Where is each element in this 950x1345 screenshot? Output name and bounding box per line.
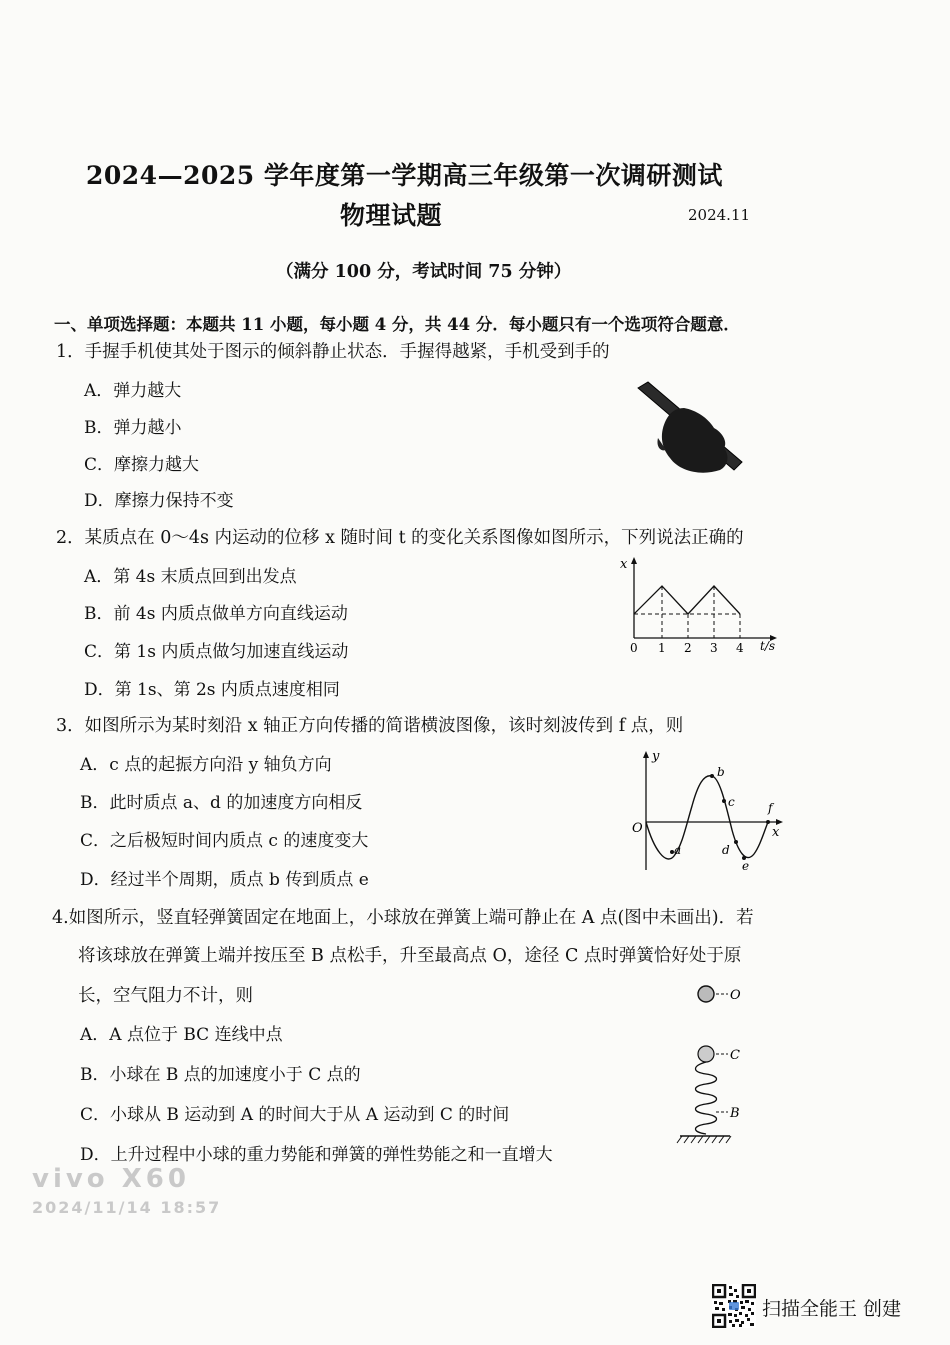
question-4-option-c: C．小球从 B 运动到 A 的时间大于从 A 运动到 C 的时间: [80, 1105, 510, 1125]
question-3-option-a: A．c 点的起振方向沿 y 轴负方向: [80, 755, 332, 775]
xt-tick-3: 3: [710, 641, 718, 655]
wave-origin-label: O: [632, 821, 643, 836]
exam-date: 2024.11: [688, 206, 751, 224]
question-1-option-c: C．摩擦力越大: [84, 455, 200, 475]
xt-tick-2: 2: [684, 641, 692, 655]
xt-x-label: t/s: [760, 639, 776, 653]
label-o: O: [730, 988, 741, 1003]
question-2-option-d: D．第 1s、第 2s 内质点速度相同: [84, 680, 340, 700]
question-4-option-b: B．小球在 B 点的加速度小于 C 点的: [80, 1065, 361, 1085]
question-4-stem-line-2: 将该球放在弹簧上端并按压至 B 点松手，升至最高点 O，途径 C 点时弹簧恰好处于原: [78, 946, 742, 966]
label-b: B: [730, 1106, 740, 1121]
question-2-option-a: A．第 4s 末质点回到出发点: [84, 567, 297, 587]
wave-label-a: a: [674, 843, 682, 857]
question-1-option-d: D．摩擦力保持不变: [84, 491, 234, 511]
wave-label-c: c: [728, 795, 735, 809]
question-4-option-d: D．上升过程中小球的重力势能和弹簧的弹性势能之和一直增大: [80, 1145, 553, 1165]
wave-x-label: x: [772, 825, 780, 840]
question-1-stem: 1．手握手机使其处于图示的倾斜静止状态．手握得越紧，手机受到手的: [56, 342, 610, 362]
xt-tick-0: 0: [630, 641, 638, 655]
xt-curve: [634, 586, 740, 614]
camera-watermark-brand: vivo X60: [32, 1164, 190, 1194]
question-3-option-b: B．此时质点 a、d 的加速度方向相反: [80, 793, 363, 813]
wave-label-d: d: [722, 843, 730, 857]
section-heading: 一、单项选择题：本题共 11 小题，每小题 4 分，共 44 分．每小题只有一个选项符合题意．: [54, 315, 740, 334]
scanner-credit: 扫描全能王 创建: [762, 1298, 902, 1320]
hand-phone-figure: [630, 380, 750, 480]
hand-shape: [662, 408, 728, 473]
wave-point-b: [710, 774, 714, 778]
question-3-option-d: D．经过半个周期，质点 b 传到质点 e: [80, 870, 369, 890]
wave-y-arrow: [643, 751, 649, 758]
spring-ball-figure: [670, 980, 780, 1150]
wave-label-f: f: [768, 801, 773, 815]
xt-y-arrow: [631, 557, 637, 564]
camera-watermark-time: 2024/11/14 18:57: [32, 1198, 222, 1217]
xt-graph-figure: [612, 552, 792, 657]
wave-label-b: b: [717, 765, 725, 779]
question-3-stem: 3．如图所示为某时刻沿 x 轴正方向传播的简谐横波图像，该时刻波传到 f 点，则: [56, 716, 684, 736]
wave-label-e: e: [742, 859, 750, 873]
wave-curve: [646, 776, 768, 859]
xt-tick-4: 4: [736, 641, 744, 655]
wave-y-label: y: [652, 749, 660, 764]
ground-hatching: [677, 1136, 731, 1143]
qr-code-icon: [712, 1284, 756, 1328]
wave-point-c: [722, 799, 726, 803]
question-4-stem-line-1: 4.如图所示，竖直轻弹簧固定在地面上，小球放在弹簧上端可静止在 A 点(图中未画出)．若: [52, 908, 754, 928]
score-info: （满分 100 分，考试时间 75 分钟）: [276, 262, 572, 282]
wave-point-d: [734, 840, 738, 844]
wave-point-f: [766, 820, 770, 824]
question-3-option-c: C．之后极短时间内质点 c 的速度变大: [80, 831, 369, 851]
question-2-stem: 2．某质点在 0～4s 内运动的位移 x 随时间 t 的变化关系图像如图所示，下列说法正确的: [56, 528, 744, 548]
question-1-option-b: B．弹力越小: [84, 418, 182, 438]
question-4-stem-line-3: 长，空气阻力不计，则: [78, 986, 253, 1006]
wave-graph-figure: [622, 746, 792, 876]
ball-at-o: [698, 986, 714, 1002]
ball-at-c: [698, 1046, 714, 1062]
xt-y-label: x: [620, 557, 628, 572]
question-2-option-c: C．第 1s 内质点做匀加速直线运动: [84, 642, 349, 662]
xt-tick-1: 1: [658, 641, 666, 655]
exam-subtitle: 物理试题: [340, 201, 443, 230]
question-1-option-a: A．弹力越大: [84, 381, 182, 401]
question-4-option-a: A．A 点位于 BC 连线中点: [80, 1025, 283, 1045]
label-c: C: [730, 1048, 740, 1063]
question-2-option-b: B．前 4s 内质点做单方向直线运动: [84, 604, 348, 624]
exam-title: 2024—2025 学年度第一学期高三年级第一次调研测试: [86, 161, 723, 190]
spring-coil: [696, 1062, 717, 1134]
